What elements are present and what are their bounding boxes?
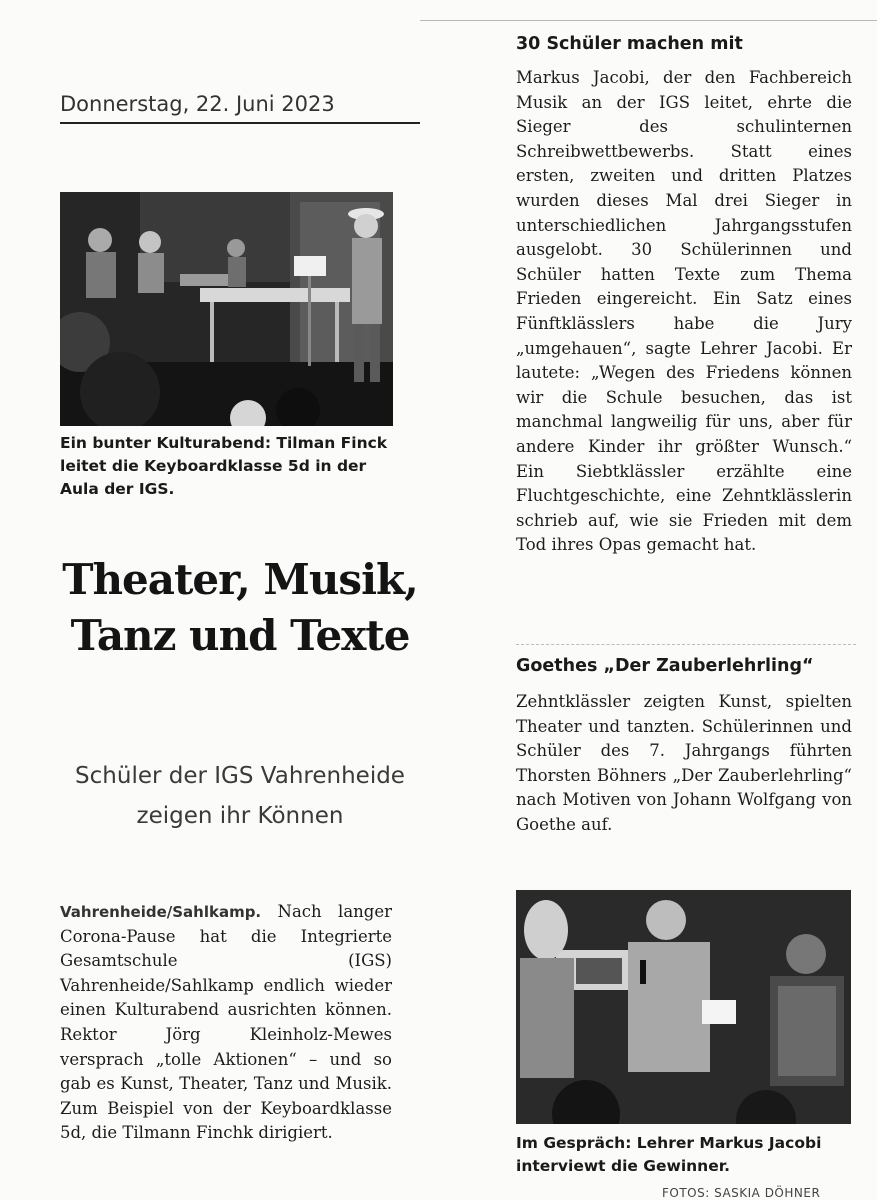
top-rule: [420, 20, 877, 21]
dateline: Donnerstag, 22. Juni 2023: [60, 92, 420, 124]
section2-paragraph: Zehntklässler zeigten Kunst, spielten Theater und tanzten. Schülerinnen und Schüler des 7. Jahrgangs führten Thorsten Böhners „Der Zauberlehrling“ nach Motiven von Johann Wolfgang von Goethe auf.: [516, 692, 852, 834]
section-divider: [516, 644, 856, 645]
article-headline: Theater, Musik, Tanz und Texte: [62, 555, 418, 660]
keyboard-class-photo: [60, 192, 393, 426]
section-body-goethe: [516, 690, 852, 838]
photo-credit: FOTOS: SASKIA DÖHNER: [662, 1186, 821, 1200]
interview-photo: [516, 890, 851, 1124]
section-heading-goethe: Goethes „Der Zauberlehrling“: [516, 656, 814, 676]
article-subheadline: Schüler der IGS Vahrenheide zeigen ihr Können: [75, 763, 405, 829]
intro-paragraph: [60, 900, 392, 1146]
section1-paragraph: Markus Jacobi, der den Fachbereich Musik an der IGS leitet, ehrte die Sieger des schulinternen Schreibwettbewerbs. Statt eines ersten, zweiten und dritten Platzes wurden dieses Mal drei Sieger in unterschiedlichen Jahrgangsstufen ausgelobt. 30 Schülerinnen und Schüler hatten Texte zum Thema Frieden eingereicht. Ein Satz eines Fünftklässlers habe die Jury „umgehauen“, sagte Lehrer Jacobi. Er lautete: „Wegen des Friedens können wir die Schule besuchen, das ist manchmal langweilig für uns, aber für andere Kinder ihr größter Wunsch.“ Ein Siebtklässler erzählte eine Fluchtgeschichte, eine Zehntklässlerin schrieb auf, wie sie Frieden mit dem Tod ihres Opas gemacht hat.: [516, 68, 852, 555]
photo-caption-interview: Im Gespräch: Lehrer Markus Jacobi interviewt die Gewinner.: [516, 1134, 822, 1175]
place-line: Vahrenheide/Sahlkamp.: [60, 903, 262, 921]
keyboard-class-illustration: [60, 192, 393, 426]
photo-caption: Ein bunter Kulturabend: Tilman Finck leitet die Keyboardklasse 5d in der Aula der IGS.: [60, 434, 388, 498]
section-heading-participants: 30 Schüler machen mit: [516, 34, 743, 54]
article-intro: [60, 900, 392, 1146]
interview-illustration: [516, 890, 851, 1124]
intro-text: Nach langer Corona-Pause hat die Integrierte Gesamtschule (IGS) Vahrenheide/Sahlkamp endlich wieder einen Kulturabend ausrichten können. Rektor Jörg Kleinholz-Mewes versprach „tolle Aktionen“ – und so gab es Kunst, Theater, Tanz und Musik. Zum Beispiel von der Keyboardklasse 5d, die Tilmann Finchk dirigiert.: [60, 902, 393, 1143]
section-body-participants: [516, 66, 852, 558]
